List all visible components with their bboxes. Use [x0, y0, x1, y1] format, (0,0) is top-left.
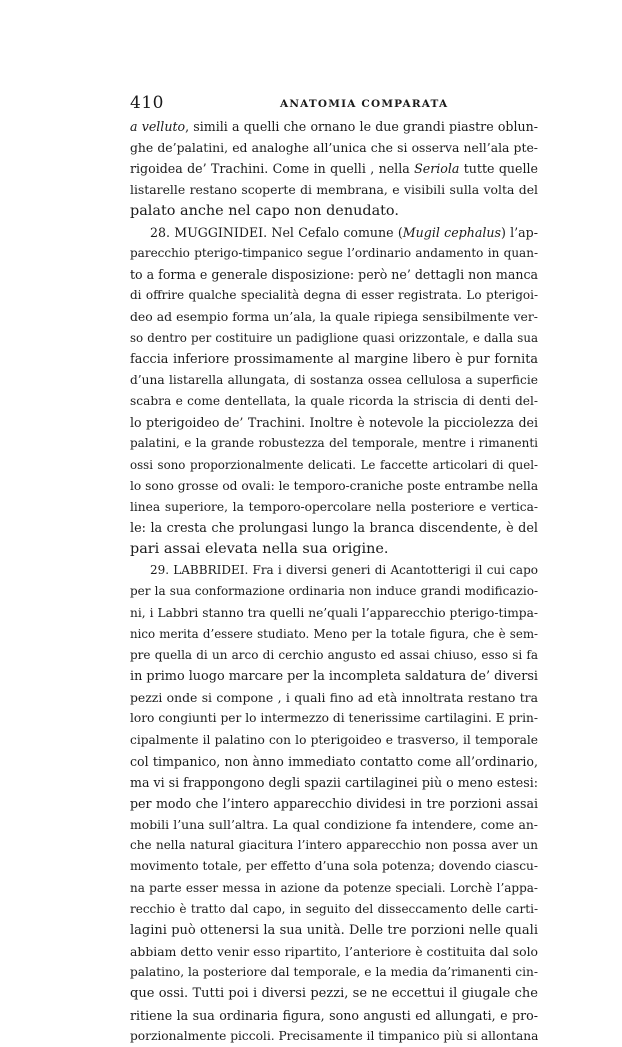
body-text [130, 116, 538, 1047]
text-line [130, 179, 538, 200]
text-line [130, 730, 538, 751]
text-segment: 29. LABBRIDEI. Fra i diversi generi di Acantotterigi il cui capo [150, 563, 538, 578]
text-segment: ritiene la sua ordinaria figura, sono angusti ed allungati, e pro- [130, 1007, 538, 1023]
text-segment: linea superiore, la temporo-opercolare nella posteriore e vertica- [130, 499, 538, 514]
text-line [130, 856, 538, 877]
text-segment: so dentro per costituire un padiglione quasi orizzontale, e dalla sua [130, 330, 538, 345]
text-line [130, 962, 538, 983]
text-line [130, 243, 538, 264]
text-segment: mobili l’una sull’altra. La qual condizione fa intendere, come an- [130, 817, 538, 833]
text-segment: in primo luogo marcare per la incompleta saldatura de’ diversi [130, 669, 538, 685]
text-segment: loro congiunti per lo intermezzo di tenerissime cartilagini. E prin- [130, 711, 538, 726]
text-line [130, 899, 538, 920]
text-segment: recchio è tratto dal capo, in seguito del disseccamento delle carti- [130, 901, 538, 916]
text-line [130, 201, 538, 222]
text-segment: per modo che l’intero apparecchio dividesi in tre porzioni assai [130, 796, 538, 811]
text-line [130, 983, 538, 1004]
text-line [130, 433, 538, 454]
page-header [130, 93, 538, 117]
text-segment: pezzi onde si compone , i quali fino ad età innoltrata restano tra [130, 690, 538, 706]
text-segment: ) l’ap- [500, 224, 538, 240]
section-heading-line [130, 222, 538, 243]
text-line [130, 581, 538, 602]
text-segment: to a forma e generale disposizione: però ne’ dettagli non manca [130, 267, 538, 283]
text-segment: per la sua conformazione ordinaria non induce grandi modificazio- [130, 584, 538, 599]
text-segment: na parte esser messa in azione da potenze speciali. Lorchè l’appa- [130, 880, 538, 895]
text-line [130, 793, 538, 814]
text-line [130, 391, 538, 412]
text-line [130, 645, 538, 666]
text-segment: deo ad esempio forma un’ala, la quale ripiega sensibilmente ver- [130, 309, 538, 325]
text-line [130, 412, 538, 433]
text-line [130, 518, 538, 539]
text-line [130, 1026, 538, 1047]
text-line [130, 306, 538, 327]
text-line [130, 137, 538, 158]
text-line [130, 878, 538, 899]
text-line [130, 772, 538, 793]
text-segment: que ossi. Tutti poi i diversi pezzi, se ne eccettui il giugale che [130, 986, 538, 1002]
text-segment: ma vi si frappongono degli spazii cartilaginei più o meno estesi: [130, 774, 538, 790]
text-segment: d’una listarella allungata, di sostanza ossea cellulosa a superficie [130, 372, 538, 387]
text-segment: palato anche nel capo non denudato. [130, 202, 399, 219]
text-segment: le: la cresta che prolungasi lungo la branca discendente, è del [130, 520, 538, 536]
text-line [130, 1005, 538, 1026]
text-segment: ossi sono proporzionalmente delicati. Le faccette articolari di quel- [130, 457, 538, 472]
text-line [130, 539, 538, 560]
text-line [130, 328, 538, 349]
text-segment-italic: Mugil cephalus [402, 224, 501, 240]
text-segment: lo sono grosse od ovali: le temporo-craniche poste entrambe nella [130, 478, 538, 493]
text-segment: di offrire qualche specialità degna di esser registrata. Lo pterigoi- [130, 288, 538, 303]
text-segment: 28. MUGGINIDEI. Nel Cefalo comune ( [150, 224, 403, 240]
text-segment: lo pterigoideo de’ Trachini. Inoltre è notevole la picciolezza dei [130, 415, 538, 431]
text-line [130, 497, 538, 518]
text-segment: porzionalmente piccoli. Precisamente il timpanico più si allontana [130, 1028, 538, 1043]
text-segment: ni, i Labbri stanno tra quelli ne’quali l’apparecchio pterigo-timpa- [130, 605, 538, 620]
section-heading-line [130, 560, 538, 581]
text-segment-italic: Seriola [414, 161, 460, 177]
text-segment: tutte quelle [459, 161, 538, 177]
text-segment: , simili a quelli che ornano le due grandi piastre oblun- [185, 119, 538, 134]
page-number: 410 [130, 93, 164, 113]
text-line [130, 751, 538, 772]
running-head: ANATOMIA COMPARATA [280, 98, 449, 110]
text-line [130, 370, 538, 391]
text-line [130, 116, 538, 137]
text-segment: pari assai elevata nella sua origine. [130, 541, 389, 558]
text-segment: pre quella di un arco di cerchio angusto ed assai chiuso, esso si fa [130, 647, 538, 662]
text-line [130, 814, 538, 835]
text-segment: che nella natural giacitura l’intero apparecchio non possa aver un [130, 838, 538, 853]
text-line [130, 455, 538, 476]
text-line [130, 476, 538, 497]
text-segment: movimento totale, per effetto d’una sola potenza; dovendo ciascu- [130, 859, 538, 874]
text-line [130, 349, 538, 370]
text-line [130, 264, 538, 285]
text-segment: ghe de’palatini, ed analoghe all’unica che si osserva nell’ala pte- [130, 140, 538, 156]
text-segment: cipalmente il palatino con lo pterigoideo e trasverso, il temporale [130, 732, 538, 747]
text-line [130, 158, 538, 179]
text-line [130, 941, 538, 962]
text-segment: nico merita d’essere studiato. Meno per la totale figura, che è sem- [130, 626, 538, 641]
text-segment: palatini, e la grande robustezza del temporale, mentre i rimanenti [130, 436, 538, 451]
text-line [130, 687, 538, 708]
text-line [130, 666, 538, 687]
text-line [130, 708, 538, 729]
text-segment: scabra e come dentellata, la quale ricorda la striscia di denti del- [130, 394, 538, 409]
text-segment: listarelle restano scoperte di membrana, e visibili sulla volta del [130, 182, 538, 198]
text-segment: col timpanico, non ànno immediato contatto come all’ordinario, [130, 753, 538, 769]
text-segment: parecchio pterigo-timpanico segue l’ordinario andamento in quan- [130, 245, 538, 260]
text-line [130, 624, 538, 645]
text-line [130, 920, 538, 941]
text-segment: rigoidea de’ Trachini. Come in quelli , nella [130, 161, 415, 177]
text-segment: abbiam detto venir esso ripartito, l’anteriore è costituita dal solo [130, 944, 538, 960]
text-segment: palatino, la posteriore dal temporale, e la media da’rimanenti cin- [130, 965, 538, 980]
text-line [130, 285, 538, 306]
text-line [130, 835, 538, 856]
text-line [130, 603, 538, 624]
text-segment-italic: a velluto [130, 119, 186, 134]
text-segment: faccia inferiore prossimamente al margine libero è pur fornita [130, 351, 538, 367]
text-segment: lagini può ottenersi la sua unità. Delle tre porzioni nelle quali [130, 922, 538, 938]
